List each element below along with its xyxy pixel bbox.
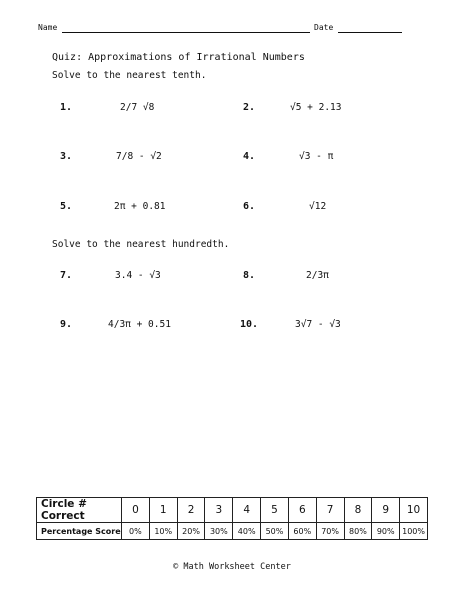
percent-cell: 70% — [316, 523, 344, 540]
problem-number: 5. — [60, 201, 73, 212]
correct-count-cell[interactable]: 8 — [344, 498, 372, 523]
percent-cell: 30% — [205, 523, 233, 540]
problem-number: 10. — [240, 319, 259, 330]
problem-expression: 7/8 - √2 — [116, 151, 162, 162]
score-table — [36, 497, 428, 540]
correct-count-cell[interactable]: 1 — [149, 498, 177, 523]
problem-number: 3. — [60, 151, 73, 162]
percent-cell: 90% — [372, 523, 400, 540]
correct-count-cell[interactable]: 0 — [122, 498, 150, 523]
correct-row-label: Circle # Correct — [37, 498, 122, 523]
section1-instruction: Solve to the nearest tenth. — [52, 70, 207, 81]
percent-row-label: Percentage Score — [37, 523, 122, 540]
date-field[interactable] — [338, 32, 402, 33]
date-label: Date — [314, 23, 334, 32]
problem-expression: √5 + 2.13 — [290, 102, 342, 113]
problem-expression: 2π + 0.81 — [114, 201, 166, 212]
correct-count-cell[interactable]: 3 — [205, 498, 233, 523]
correct-row — [37, 498, 428, 523]
name-label: Name — [38, 23, 58, 32]
quiz-title: Quiz: Approximations of Irrational Numbers — [52, 52, 305, 63]
problem-expression: 4/3π + 0.51 — [108, 319, 171, 330]
problem-expression: 2/7 √8 — [120, 102, 155, 113]
problem-number: 9. — [60, 319, 73, 330]
problem-expression: √3 - π — [299, 151, 334, 162]
copyright-footer: © Math Worksheet Center — [173, 562, 291, 572]
correct-count-cell[interactable]: 9 — [372, 498, 400, 523]
correct-count-cell[interactable]: 7 — [316, 498, 344, 523]
name-field[interactable] — [62, 32, 310, 33]
percent-row — [37, 523, 428, 540]
problem-number: 6. — [243, 201, 256, 212]
percent-cell: 0% — [122, 523, 150, 540]
percent-cell: 20% — [177, 523, 205, 540]
percent-cell: 80% — [344, 523, 372, 540]
problem-number: 4. — [243, 151, 256, 162]
problem-expression: 2/3π — [306, 270, 329, 281]
correct-count-cell[interactable]: 4 — [233, 498, 261, 523]
correct-count-cell[interactable]: 5 — [261, 498, 289, 523]
problem-number: 7. — [60, 270, 73, 281]
percent-cell: 40% — [233, 523, 261, 540]
correct-count-cell[interactable]: 2 — [177, 498, 205, 523]
percent-cell: 60% — [288, 523, 316, 540]
percent-cell: 10% — [149, 523, 177, 540]
problem-number: 8. — [243, 270, 256, 281]
problem-expression: 3.4 - √3 — [115, 270, 161, 281]
correct-count-cell[interactable]: 6 — [288, 498, 316, 523]
section2-instruction: Solve to the nearest hundredth. — [52, 239, 230, 250]
percent-cell: 100% — [400, 523, 428, 540]
problem-expression: √12 — [309, 201, 327, 212]
problem-expression: 3√7 - √3 — [295, 319, 341, 330]
percent-cell: 50% — [261, 523, 289, 540]
problem-number: 2. — [243, 102, 256, 113]
correct-count-cell[interactable]: 10 — [400, 498, 428, 523]
problem-number: 1. — [60, 102, 73, 113]
